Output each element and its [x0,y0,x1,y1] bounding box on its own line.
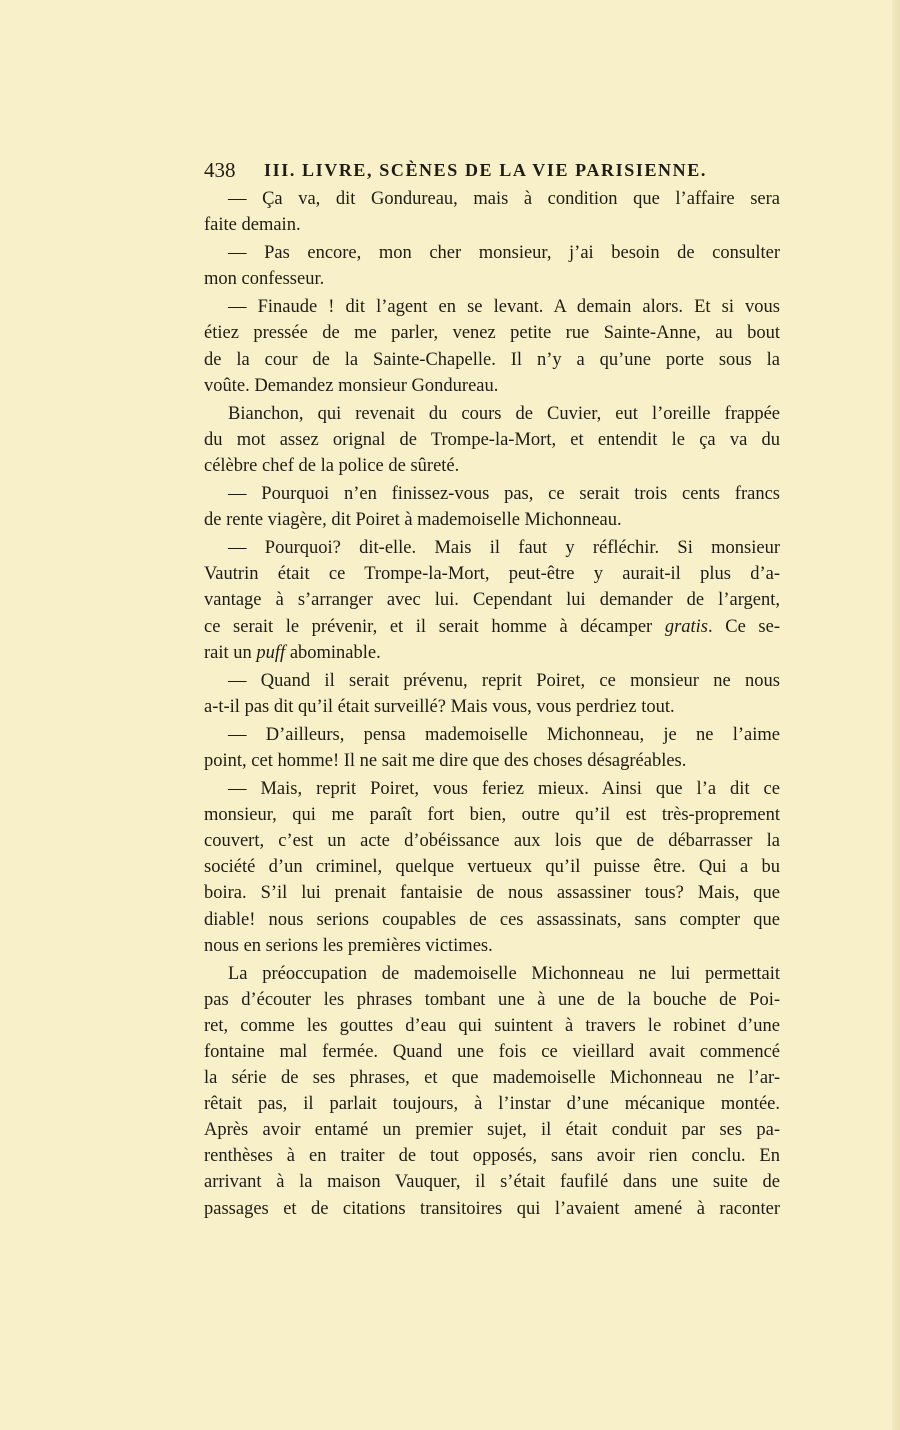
text-line-content: — D’ailleurs, pensa mademoiselle Michonneau, je ne l’aime [228,724,780,745]
text-line [204,347,780,373]
text-line-content: Bianchon, qui revenait du cours de Cuvier, eut l’oreille frappée [228,403,780,424]
text-line-tail: . Ce se- [708,616,780,637]
text-line [204,1091,780,1117]
page-edge [892,0,900,1430]
text-line [204,776,780,802]
text-line [204,535,780,561]
text-line [204,640,780,666]
text-line-content: — Pourquoi? dit-elle. Mais il faut y réfléchir. Si monsieur [228,538,780,559]
italic-word: puff [256,642,286,663]
text-line [204,933,780,959]
page-number: 438 [204,158,236,182]
text-line-content: ce serait le prévenir, et il serait homme à décamper [204,616,653,637]
text-line-content: couvert, c’est un acte d’obéissance aux lois que de débarrasser la [204,831,780,852]
text-line [204,1169,780,1195]
text-line [204,722,780,748]
text-line [204,1117,780,1143]
text-line [204,587,780,613]
text-line [204,694,780,720]
text-line-content: La préoccupation de mademoiselle Michonneau ne lui permettait [228,963,780,984]
text-line-content: de rente viagère, dit Poiret à mademoiselle Michonneau. [204,510,622,531]
text-line-content: de la cour de la Sainte-Chapelle. Il n’y a qu’une porte sous la [204,349,780,370]
text-line-content: mon confesseur. [204,269,325,290]
text-line-content: nous en serions les premières victimes. [204,935,493,956]
text-line [204,1039,780,1065]
text-line [204,961,780,987]
text-line-content: la série de ses phrases, et que mademoiselle Michonneau ne l’ar- [204,1068,780,1089]
text-line-content: — Pourquoi n’en finissez-vous pas, ce serait trois cents francs [228,484,780,505]
text-line [204,907,780,933]
italic-word: gratis [664,616,709,637]
text-line-content: — Mais, reprit Poiret, vous feriez mieux. Ainsi que l’a dit ce [228,779,780,800]
text-line [204,266,780,292]
text-line [204,880,780,906]
text-line-content: — Finaude ! dit l’agent en se levant. A demain alors. Et si vous [228,297,780,318]
text-line-content: vantage à s’arranger avec lui. Cependant lui demander de l’argent, [204,590,780,611]
text-line-content: étiez pressée de me parler, venez petite rue Sainte-Anne, au bout [204,323,780,344]
text-line-content: passages et de citations transitoires qui l’avaient amené à raconter [204,1198,780,1219]
text-line-content: célèbre chef de la police de sûreté. [204,455,460,476]
text-line [204,320,780,346]
text-line [204,427,780,453]
text-line-content: faite demain. [204,215,301,236]
text-line-content: arrivant à la maison Vauquer, il s’était faufilé dans une suite de [204,1172,780,1193]
body-text [204,186,780,1222]
text-line [204,1013,780,1039]
text-line [204,802,780,828]
text-line-content: Vautrin était ce Trompe-la-Mort, peut-être y aurait-il plus d’a- [204,564,780,585]
text-line [204,186,780,212]
text-line [204,828,780,854]
text-line-content: voûte. Demandez monsieur Gondureau. [204,375,499,396]
text-line [204,1143,780,1169]
text-line-content: rait un [204,642,252,663]
text-line-content: rêtait pas, il parlait toujours, à l’instar d’une mécanique montée. [204,1094,780,1115]
text-line-content: monsieur, qui me paraît fort bien, outre qu’il est très-proprement [204,805,780,826]
text-line-content: ret, comme les gouttes d’eau qui suintent à travers le robinet d’une [204,1015,780,1036]
text-line-content: renthèses à en traiter de tout opposés, sans avoir rien conclu. En [204,1146,780,1167]
text-line [204,240,780,266]
text-line [204,481,780,507]
text-line-content: a-t-il pas dit qu’il était surveillé? Mais vous, vous perdriez tout. [204,696,675,717]
text-line-content: point, cet homme! Il ne sait me dire que des choses désagréables. [204,750,687,771]
running-title: III. LIVRE, SCÈNES DE LA VIE PARISIENNE. [264,160,707,180]
text-line [204,1065,780,1091]
text-line-content: pas d’écouter les phrases tombant une à une de la bouche de Poi- [204,989,780,1010]
text-line-content: Après avoir entamé un premier sujet, il était conduit par ses pa- [204,1120,780,1141]
text-line [204,1196,780,1222]
text-line [204,373,780,399]
text-line [204,854,780,880]
text-line-content: société d’un criminel, quelque vertueux qu’il puisse être. Qui a bu [204,857,780,878]
text-line [204,561,780,587]
text-line-content: boira. S’il lui prenait fantaisie de nous assassiner tous? Mais, que [204,883,780,904]
text-line [204,401,780,427]
text-line-content: fontaine mal fermée. Quand une fois ce vieillard avait commencé [204,1042,780,1062]
text-line [204,987,780,1013]
text-line [204,212,780,238]
text-line [204,294,780,320]
text-line [204,614,780,640]
text-line-content: — Ça va, dit Gondureau, mais à condition que l’affaire sera [228,189,780,209]
text-line [204,507,780,533]
text-line-tail: abominable. [285,642,381,663]
text-line-content: — Quand il serait prévenu, reprit Poiret, ce monsieur ne nous [228,670,780,691]
text-line-content: — Pas encore, mon cher monsieur, j’ai besoin de consulter [228,243,780,264]
text-line-content: du mot assez orignal de Trompe-la-Mort, et entendit le ça va du [204,429,780,450]
text-line [204,668,780,694]
text-line [204,453,780,479]
text-line [204,748,780,774]
running-header [204,158,780,184]
text-line-content: diable! nous serions coupables de ces assassinats, sans compter que [204,909,780,930]
